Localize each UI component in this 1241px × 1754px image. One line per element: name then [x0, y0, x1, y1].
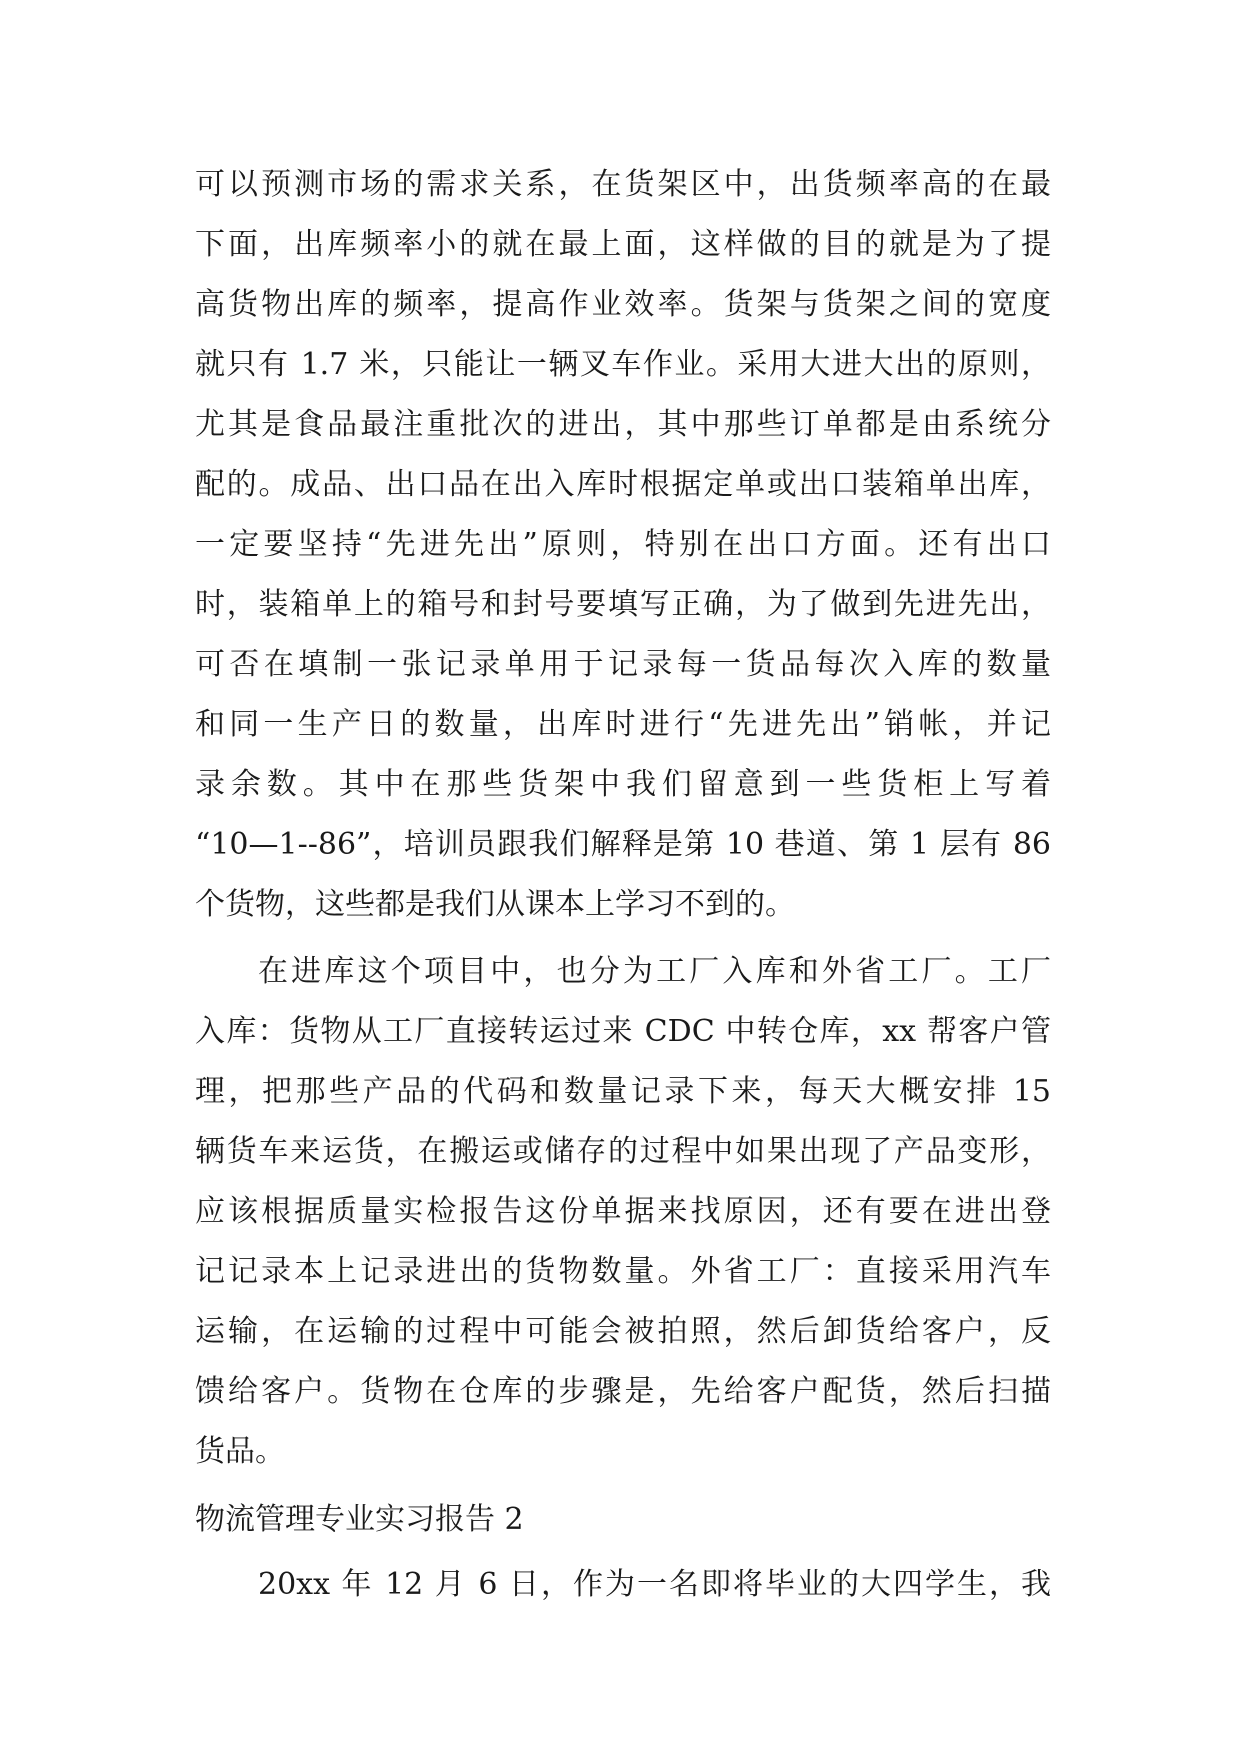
- paragraph-1-line-6: 配的。成品、出口品在出入库时根据定单或出口装箱单出库，: [195, 467, 1051, 502]
- paragraph-1-line-4: 就只有 1.7 米，只能让一辆叉车作业。采用大进大出的原则，: [195, 347, 1051, 382]
- paragraph-1-line-11: 录余数。其中在那些货架中我们留意到一些货柜上写着: [195, 767, 1051, 802]
- paragraph-3-line-1: 20xx 年 12 月 6 日，作为一名即将毕业的大四学生，我: [258, 1567, 1051, 1602]
- paragraph-1-line-12: “10—1--86”，培训员跟我们解释是第 10 巷道、第 1 层有 86: [195, 827, 1051, 862]
- paragraph-2-line-6: 记记录本上记录进出的货物数量。外省工厂：直接采用汽车: [195, 1254, 1051, 1289]
- paragraph-2-line-8: 馈给客户。货物在仓库的步骤是，先给客户配货，然后扫描: [195, 1374, 1051, 1409]
- paragraph-1-line-10: 和同一生产日的数量，出库时进行“先进先出”销帐，并记: [195, 707, 1051, 742]
- paragraph-2-line-1: 在进库这个项目中，也分为工厂入库和外省工厂。工厂: [258, 954, 1051, 989]
- paragraph-2-line-5: 应该根据质量实检报告这份单据来找原因，还有要在进出登: [195, 1194, 1051, 1229]
- paragraph-2-line-7: 运输，在运输的过程中可能会被拍照，然后卸货给客户，反: [195, 1314, 1051, 1349]
- paragraph-2-line-9: 货品。: [195, 1434, 285, 1469]
- paragraph-1-line-13: 个货物，这些都是我们从课本上学习不到的。: [195, 887, 795, 922]
- paragraph-1-line-3: 高货物出库的频率，提高作业效率。货架与货架之间的宽度: [195, 287, 1051, 322]
- paragraph-1-line-9: 可否在填制一张记录单用于记录每一货品每次入库的数量: [195, 647, 1051, 682]
- paragraph-1-line-1: 可以预测市场的需求关系，在货架区中，出货频率高的在最: [195, 167, 1051, 202]
- paragraph-2-line-2: 入库：货物从工厂直接转运过来 CDC 中转仓库，xx 帮客户管: [195, 1014, 1051, 1049]
- section-title: 物流管理专业实习报告 2: [195, 1502, 524, 1537]
- paragraph-1-line-7: 一定要坚持“先进先出”原则，特别在出口方面。还有出口: [195, 527, 1051, 562]
- paragraph-1-line-5: 尤其是食品最注重批次的进出，其中那些订单都是由系统分: [195, 407, 1051, 442]
- paragraph-2-line-4: 辆货车来运货，在搬运或储存的过程中如果出现了产品变形，: [195, 1134, 1051, 1169]
- paragraph-1-line-2: 下面，出库频率小的就在最上面，这样做的目的就是为了提: [195, 227, 1051, 262]
- paragraph-2-line-3: 理，把那些产品的代码和数量记录下来，每天大概安排 15: [195, 1074, 1051, 1109]
- paragraph-1-line-8: 时，装箱单上的箱号和封号要填写正确，为了做到先进先出，: [195, 587, 1051, 622]
